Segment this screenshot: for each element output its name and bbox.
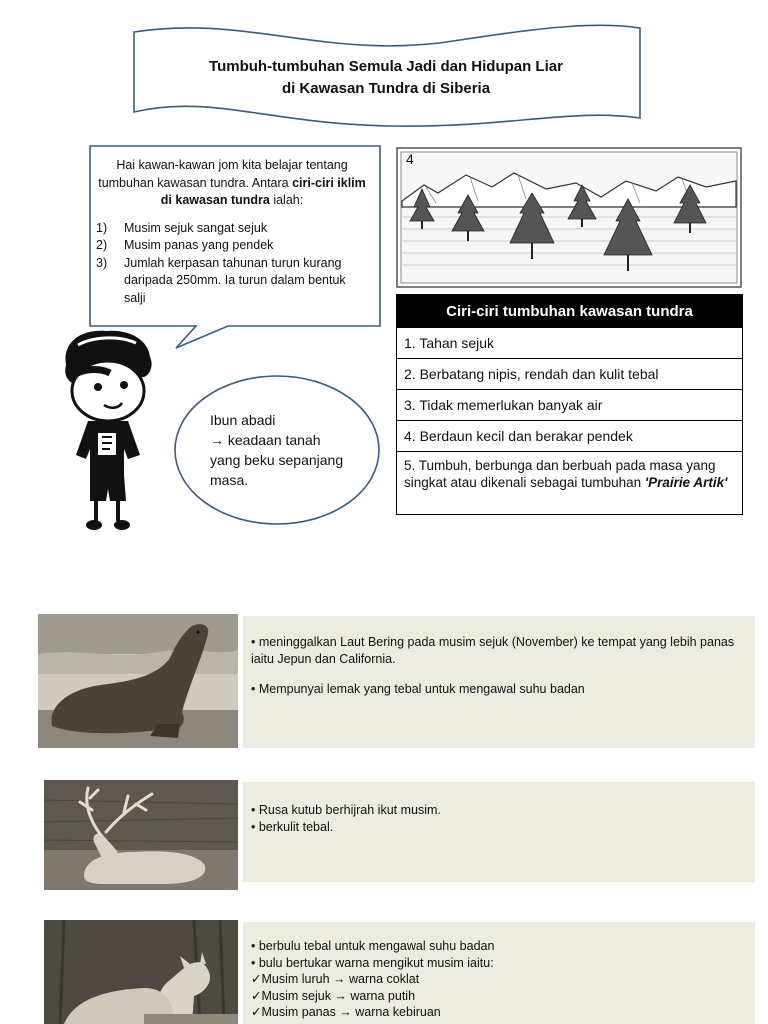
table-row bbox=[397, 359, 743, 390]
wolf-fact-2: • bulu bertukar warna mengikut musim iaitu: bbox=[251, 955, 494, 970]
oval-line-2-text: keadaan tanah yang beku sepanjang masa. bbox=[210, 432, 344, 488]
item-text: Musim sejuk sangat sejuk bbox=[124, 220, 268, 235]
reindeer-fact-2: • berkulit tebal. bbox=[251, 819, 334, 834]
tundra-landscape-sketch bbox=[396, 147, 742, 288]
table-row bbox=[397, 328, 743, 359]
table-header: Ciri-ciri tumbuhan kawasan tundra bbox=[397, 295, 743, 328]
season-item-winter bbox=[251, 988, 747, 1005]
season-colour: warna putih bbox=[346, 988, 416, 1003]
arrow-icon: → bbox=[210, 432, 224, 448]
season-colour: warna coklat bbox=[345, 972, 420, 986]
table-cell bbox=[397, 452, 743, 515]
table-cell: 2. Berbatang nipis, rendah dan kulit tebal bbox=[397, 359, 743, 390]
item-text: Musim panas yang pendek bbox=[124, 238, 274, 252]
speech-intro-b: ialah: bbox=[269, 193, 304, 207]
speech-intro-bold: ciri-ciri iklim di kawasan tundra bbox=[160, 175, 366, 207]
title-line-2: di Kawasan Tundra di Siberia bbox=[281, 80, 491, 97]
prairie-artik-label: 'Prairie Artik' bbox=[644, 475, 728, 490]
season-label: Musim sejuk bbox=[261, 988, 335, 1003]
table-row bbox=[397, 421, 743, 452]
arrow-icon: → bbox=[339, 1005, 352, 1019]
season-item-autumn bbox=[251, 971, 747, 988]
season-label: Musim panas bbox=[261, 1005, 340, 1019]
season-colour: warna kebiruan bbox=[351, 1005, 441, 1019]
speech-intro-a: Hai kawan-kawan jom kita belajar tentang tumbuhan kawasan tundra. Antara bbox=[98, 158, 348, 190]
item-number: 3) bbox=[96, 255, 108, 270]
table-cell: 1. Tahan sejuk bbox=[397, 328, 743, 359]
oval-note-text bbox=[210, 410, 350, 490]
oval-line-2 bbox=[210, 430, 350, 490]
reindeer-fact-1: • Rusa kutub berhijrah ikut musim. bbox=[251, 803, 441, 817]
season-label: Musim luruh bbox=[261, 972, 334, 986]
item-text: Jumlah kerpasan tahunan turun kurang daripada 250mm. Ia turun dalam bentuk salji bbox=[124, 255, 346, 305]
check-icon: ✓ bbox=[251, 1005, 262, 1019]
cartoon-boy-illustration bbox=[58, 325, 162, 535]
climate-list bbox=[96, 220, 368, 308]
check-icon: ✓ bbox=[251, 972, 262, 986]
check-icon: ✓ bbox=[251, 988, 262, 1003]
table-cell: 3. Tidak memerlukan banyak air bbox=[397, 390, 743, 421]
climate-item bbox=[96, 255, 368, 308]
oval-line-1: Ibun abadi bbox=[210, 412, 276, 428]
page-title bbox=[160, 56, 612, 100]
speech-text bbox=[96, 157, 368, 307]
reindeer-photo bbox=[44, 780, 238, 890]
title-line-1: Tumbuh-tumbuhan Semula Jadi dan Hidupan Liar bbox=[209, 58, 563, 75]
arrow-icon: → bbox=[333, 972, 346, 986]
row5-text: 5. Tumbuh, berbunga dan berbuah pada masa yang singkat atau dikenali sebagai tumbuhan bbox=[404, 458, 716, 490]
wolf-photo bbox=[44, 920, 238, 1024]
item-number: 2) bbox=[96, 238, 108, 252]
wolf-fact-1: • berbulu tebal untuk mengawal suhu badan bbox=[251, 939, 495, 953]
table-cell: 4. Berdaun kecil dan berakar pendek bbox=[397, 421, 743, 452]
seal-fact-1: • meninggalkan Laut Bering pada musim sejuk (November) ke tempat yang lebih panas iaitu Jepun dan California. bbox=[251, 635, 735, 666]
climate-item bbox=[96, 237, 368, 255]
wolf-info-text bbox=[251, 938, 747, 1021]
arrow-icon: → bbox=[334, 988, 347, 1003]
item-number: 1) bbox=[96, 220, 108, 235]
table-row bbox=[397, 390, 743, 421]
table-header-row bbox=[397, 295, 743, 328]
seal-fact-2: • Mempunyai lemak yang tebal untuk mengawal suhu badan bbox=[251, 682, 585, 696]
seal-info-text bbox=[251, 634, 747, 698]
picture-number: 4 bbox=[406, 151, 414, 167]
seal-photo bbox=[38, 614, 238, 748]
climate-item bbox=[96, 220, 368, 238]
reindeer-info-text bbox=[251, 802, 747, 835]
season-item-summer bbox=[251, 1004, 747, 1021]
table-row bbox=[397, 452, 743, 515]
tundra-plants-table bbox=[396, 294, 743, 515]
speech-intro bbox=[96, 157, 368, 210]
